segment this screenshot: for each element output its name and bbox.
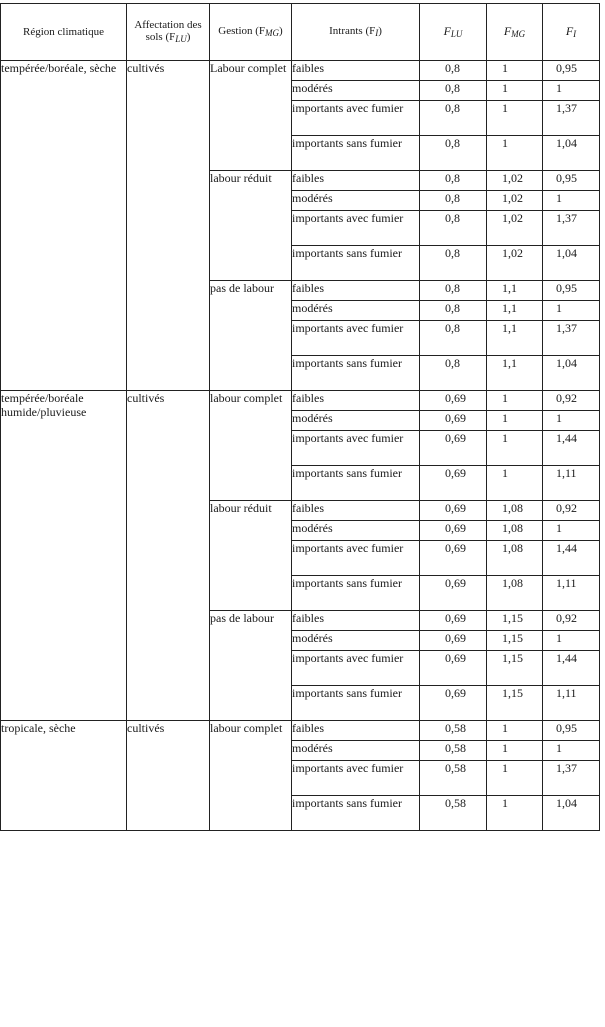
- cell-fmg: 1,08: [487, 541, 543, 576]
- table-body: [1, 61, 600, 831]
- cell-fi: 1,11: [543, 686, 600, 721]
- cell-flu: 0,69: [420, 686, 487, 721]
- cell-inputs: faibles: [292, 61, 420, 81]
- cell-fmg: 1,1: [487, 301, 543, 321]
- cell-fi: 1,44: [543, 431, 600, 466]
- cell-inputs: importants avec fumier: [292, 211, 420, 246]
- cell-inputs: faibles: [292, 281, 420, 301]
- cell-management: pas de labour: [210, 281, 292, 391]
- cell-fi: 1,37: [543, 761, 600, 796]
- cell-fi: 1: [543, 631, 600, 651]
- cell-flu: 0,69: [420, 631, 487, 651]
- cell-management: labour réduit: [210, 171, 292, 281]
- cell-inputs: faibles: [292, 391, 420, 411]
- header-fmg: $F_{MG}$: [487, 4, 543, 61]
- cell-flu: 0,8: [420, 61, 487, 81]
- cell-fi: 1: [543, 191, 600, 211]
- cell-inputs: importants sans fumier: [292, 576, 420, 611]
- cell-inputs: importants avec fumier: [292, 651, 420, 686]
- cell-flu: 0,8: [420, 101, 487, 136]
- cell-flu: 0,58: [420, 796, 487, 831]
- cell-flu: 0,58: [420, 761, 487, 796]
- cell-climate-region: tempérée/boréale humide/pluvieuse: [1, 391, 127, 721]
- cell-inputs: faibles: [292, 171, 420, 191]
- cell-inputs: modérés: [292, 631, 420, 651]
- cell-fmg: 1,02: [487, 191, 543, 211]
- cell-fmg: 1: [487, 411, 543, 431]
- cell-fmg: 1: [487, 61, 543, 81]
- cell-fi: 1,37: [543, 321, 600, 356]
- cell-fmg: 1,15: [487, 631, 543, 651]
- carbon-factor-table: [0, 3, 600, 831]
- cell-fmg: 1,08: [487, 576, 543, 611]
- cell-fmg: 1,08: [487, 521, 543, 541]
- header-region: Région climatique: [1, 4, 127, 61]
- cell-fmg: 1,08: [487, 501, 543, 521]
- cell-fmg: 1: [487, 81, 543, 101]
- header-flu: $F_{LU}$: [420, 4, 487, 61]
- header-management: Gestion $(F_{MG})$: [210, 4, 292, 61]
- cell-fi: 1,37: [543, 101, 600, 136]
- cell-flu: 0,69: [420, 541, 487, 576]
- cell-flu: 0,69: [420, 576, 487, 611]
- cell-fi: 0,92: [543, 501, 600, 521]
- cell-inputs: importants sans fumier: [292, 356, 420, 391]
- cell-land-use: cultivés: [127, 61, 210, 391]
- cell-management: labour complet: [210, 721, 292, 831]
- cell-fmg: 1,1: [487, 321, 543, 356]
- header-inputs: Intrants $(F_I)$: [292, 4, 420, 61]
- cell-fi: 1: [543, 411, 600, 431]
- cell-fi: 1: [543, 521, 600, 541]
- table-row: [1, 721, 600, 741]
- cell-inputs: importants avec fumier: [292, 321, 420, 356]
- cell-inputs: modérés: [292, 521, 420, 541]
- cell-management: Labour complet: [210, 61, 292, 171]
- cell-fi: 0,92: [543, 611, 600, 631]
- table-row: [1, 391, 600, 411]
- cell-fi: 1,44: [543, 541, 600, 576]
- cell-flu: 0,8: [420, 211, 487, 246]
- cell-fi: 1,04: [543, 356, 600, 391]
- cell-fmg: 1,1: [487, 281, 543, 301]
- cell-flu: 0,8: [420, 356, 487, 391]
- cell-climate-region: tropicale, sèche: [1, 721, 127, 831]
- cell-flu: 0,58: [420, 741, 487, 761]
- cell-inputs: modérés: [292, 741, 420, 761]
- cell-inputs: importants avec fumier: [292, 101, 420, 136]
- cell-flu: 0,58: [420, 721, 487, 741]
- cell-fmg: 1: [487, 741, 543, 761]
- cell-fmg: 1: [487, 391, 543, 411]
- cell-fmg: 1,02: [487, 211, 543, 246]
- table-row: [1, 61, 600, 81]
- cell-fmg: 1: [487, 136, 543, 171]
- cell-inputs: faibles: [292, 501, 420, 521]
- cell-flu: 0,69: [420, 411, 487, 431]
- cell-inputs: importants sans fumier: [292, 136, 420, 171]
- cell-flu: 0,69: [420, 391, 487, 411]
- cell-fi: 1,11: [543, 466, 600, 501]
- cell-fmg: 1,02: [487, 246, 543, 281]
- cell-inputs: faibles: [292, 721, 420, 741]
- cell-flu: 0,8: [420, 301, 487, 321]
- cell-fmg: 1: [487, 466, 543, 501]
- cell-fi: 1,11: [543, 576, 600, 611]
- cell-flu: 0,69: [420, 466, 487, 501]
- cell-fmg: 1: [487, 761, 543, 796]
- cell-inputs: importants avec fumier: [292, 761, 420, 796]
- cell-flu: 0,8: [420, 191, 487, 211]
- cell-management: pas de labour: [210, 611, 292, 721]
- cell-fi: 1,37: [543, 211, 600, 246]
- cell-flu: 0,8: [420, 81, 487, 101]
- cell-flu: 0,8: [420, 171, 487, 191]
- cell-fmg: 1,1: [487, 356, 543, 391]
- cell-climate-region: tempérée/boréale, sèche: [1, 61, 127, 391]
- cell-land-use: cultivés: [127, 391, 210, 721]
- cell-fmg: 1: [487, 721, 543, 741]
- cell-fmg: 1,02: [487, 171, 543, 191]
- cell-fi: 0,95: [543, 281, 600, 301]
- cell-inputs: importants sans fumier: [292, 796, 420, 831]
- cell-fmg: 1,15: [487, 686, 543, 721]
- cell-fi: 1,44: [543, 651, 600, 686]
- cell-inputs: importants sans fumier: [292, 466, 420, 501]
- header-row: [1, 4, 600, 61]
- cell-fi: 1,04: [543, 136, 600, 171]
- cell-fmg: 1,15: [487, 651, 543, 686]
- cell-inputs: faibles: [292, 611, 420, 631]
- cell-flu: 0,69: [420, 611, 487, 631]
- cell-inputs: importants avec fumier: [292, 541, 420, 576]
- cell-fi: 0,95: [543, 721, 600, 741]
- cell-flu: 0,8: [420, 321, 487, 356]
- cell-fi: 0,95: [543, 171, 600, 191]
- cell-management: labour complet: [210, 391, 292, 501]
- header-landuse: Affectation des sols $(F_{LU})$: [127, 4, 210, 61]
- cell-inputs: importants sans fumier: [292, 686, 420, 721]
- cell-flu: 0,8: [420, 246, 487, 281]
- cell-management: labour réduit: [210, 501, 292, 611]
- cell-fi: 1: [543, 741, 600, 761]
- cell-fi: 1: [543, 301, 600, 321]
- cell-flu: 0,69: [420, 431, 487, 466]
- cell-inputs: importants avec fumier: [292, 431, 420, 466]
- header-fi: $F_I$: [543, 4, 600, 61]
- cell-fi: 1,04: [543, 246, 600, 281]
- cell-fmg: 1: [487, 431, 543, 466]
- cell-fmg: 1: [487, 101, 543, 136]
- cell-fi: 0,92: [543, 391, 600, 411]
- cell-flu: 0,8: [420, 281, 487, 301]
- cell-inputs: modérés: [292, 191, 420, 211]
- cell-fmg: 1: [487, 796, 543, 831]
- cell-inputs: importants sans fumier: [292, 246, 420, 281]
- cell-flu: 0,69: [420, 501, 487, 521]
- cell-flu: 0,69: [420, 521, 487, 541]
- cell-inputs: modérés: [292, 411, 420, 431]
- cell-inputs: modérés: [292, 81, 420, 101]
- cell-flu: 0,69: [420, 651, 487, 686]
- cell-fi: 1,04: [543, 796, 600, 831]
- cell-fmg: 1,15: [487, 611, 543, 631]
- cell-inputs: modérés: [292, 301, 420, 321]
- cell-land-use: cultivés: [127, 721, 210, 831]
- cell-fi: 0,95: [543, 61, 600, 81]
- cell-fi: 1: [543, 81, 600, 101]
- cell-flu: 0,8: [420, 136, 487, 171]
